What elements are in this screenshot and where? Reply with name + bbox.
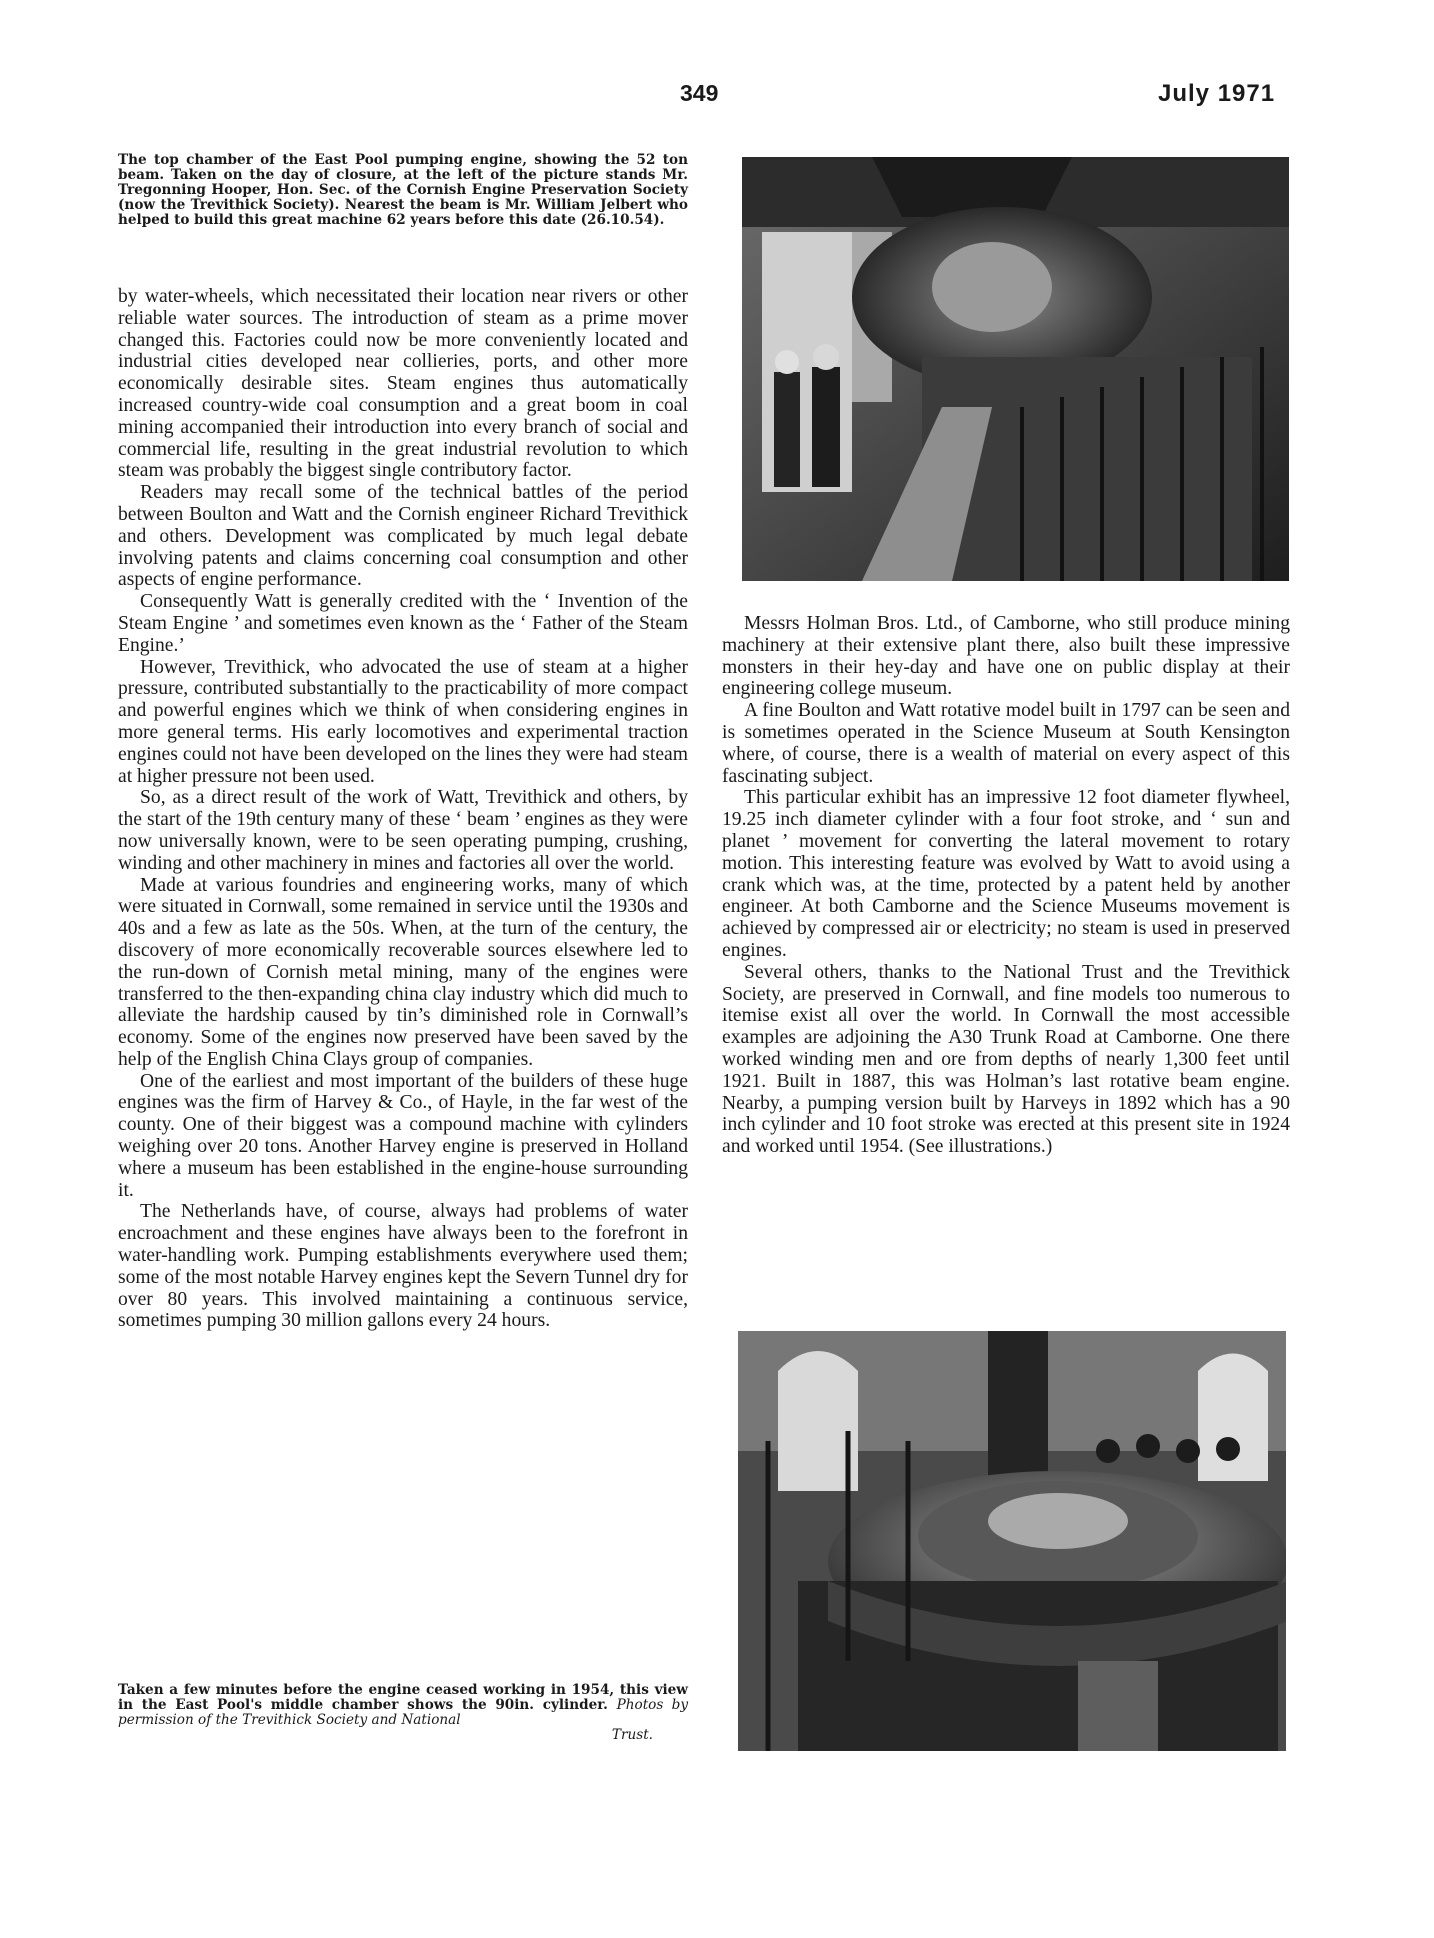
article-column-left bbox=[118, 286, 688, 1332]
paragraph: So, as a direct result of the work of Watt, Trevithick and others, by the start of the 19th century many of these ‘ beam ’ engines as they were now universally known, were to be seen operating pumping, crushing, winding and other machinery in mines and factories all over the world. bbox=[118, 787, 688, 874]
caption-text: Taken a few minutes before the engine ceased working in 1954, this view in the East Pool's middle chamber shows the 90in. cylinder. bbox=[118, 1682, 688, 1713]
paragraph: A fine Boulton and Watt rotative model built in 1797 can be seen and is sometimes operated in the Science Museum at South Kensington where, of course, there is a wealth of material on every aspect of this fascinating subject. bbox=[722, 700, 1290, 787]
paragraph: The Netherlands have, of course, always had problems of water encroachment and these engines have always been to the forefront in water-handling work. Pumping establishments everywhere used them; some of the most notable Harvey engines kept the Severn Tunnel dry for over 80 years. This involved maintaining a continuous service, sometimes pumping 30 million gallons every 24 hours. bbox=[118, 1201, 688, 1332]
paragraph: One of the earliest and most important of the builders of these huge engines was the firm of Harvey & Co., of Hayle, in the far west of the county. One of their biggest was a compound machine with cylinders weighing over 20 tons. Another Harvey engine is preserved in Holland where a museum has been established in the engine-house surrounding it. bbox=[118, 1070, 688, 1201]
paragraph: This particular exhibit has an impressive 12 foot diameter flywheel, 19.25 inch diameter cylinder with a four foot stroke, and ‘ sun and planet ’ movement for converting the lateral movement to rotary motion. This interesting feature was evolved by Watt to avoid using a crank which was, at the time, protected by a patent held by another engineer. At both Camborne and the Science Museums movement is achieved by compressed air or electricity; no steam is used in preserved engines. bbox=[722, 787, 1290, 961]
issue-date: July 1971 bbox=[1158, 80, 1276, 107]
page-number: 349 bbox=[680, 80, 719, 106]
paragraph: Readers may recall some of the technical battles of the period between Boulton and Watt and the Cornish engineer Richard Trevithick and others. Development was complicated by much legal debate involving patents and claims concerning coal consumption and other aspects of engine performance. bbox=[118, 482, 688, 591]
photo-caption-top: The top chamber of the East Pool pumping engine, showing the 52 ton beam. Taken on the day of closure, at the left of the picture stands Mr. Tregonning Hooper, Hon. Sec. of the Cornish Engine Preservation Society (now the Trevithick Society). Nearest the beam is Mr. William Jelbert who helped to build this great machine 62 years before this date (26.10.54). bbox=[118, 152, 688, 228]
paragraph: Messrs Holman Bros. Ltd., of Camborne, who still produce mining machinery at their extensive plant there, also built these impressive monsters in their hey-day and have one on public display at their engineering college museum. bbox=[722, 613, 1290, 700]
paragraph: Consequently Watt is generally credited with the ‘ Invention of the Steam Engine ’ and sometimes even known as the ‘ Father of the Steam Engine.’ bbox=[118, 591, 688, 656]
article-column-right bbox=[722, 613, 1290, 1158]
photo-caption-bottom bbox=[118, 1683, 688, 1743]
paragraph: Made at various foundries and engineering works, many of which were situated in Cornwall, some remained in service until the 1930s and 40s and a few as late as the 50s. When, at the turn of the century, the discovery of more economically recoverable sources elsewhere led to the run-down of Cornish metal mining, many of the engines were transferred to the then-expanding china clay industry which did much to alleviate the hardship caused by tin’s diminished role in Cornwall’s economy. Some of the engines now preserved have been saved by the help of the English China Clays group of companies. bbox=[118, 874, 688, 1070]
photo-engine-cylinder-middle-chamber bbox=[738, 1331, 1286, 1751]
photo-credit: Photos by permission of the Trevithick Society and National bbox=[118, 1697, 689, 1728]
photo-credit-end: Trust. bbox=[611, 1727, 653, 1743]
photo-engine-beam-graphic bbox=[742, 157, 1289, 581]
photo-engine-beam-top-chamber bbox=[742, 157, 1289, 581]
paragraph: However, Trevithick, who advocated the use of steam at a higher pressure, contributed substantially to the practicability of more compact and powerful engines which we think of when considering engines in more general terms. His early locomotives and experimental traction engines could not have been developed on the lines they were had steam at higher pressure not been used. bbox=[118, 656, 688, 787]
paragraph: Several others, thanks to the National Trust and the Trevithick Society, are preserved in Cornwall, and fine models too numerous to itemise exist all over the world. In Cornwall the most accessible examples are adjoining the A30 Trunk Road at Camborne. One there worked winding men and ore from depths of nearly 1,300 feet until 1921. Built in 1887, this was Holman’s last rotative beam engine. Nearby, a pumping version built by Harveys in 1892 which has a 90 inch cylinder and 10 foot stroke was erected at this present site in 1924 and worked until 1954. (See illustrations.) bbox=[722, 961, 1290, 1158]
photo-engine-cylinder-graphic bbox=[738, 1331, 1286, 1751]
paragraph: by water-wheels, which necessitated their location near rivers or other reliable water sources. The introduction of steam as a prime mover changed this. Factories could now be more conveniently located and industrial cities developed near collieries, ports, and other more economically desirable sites. Steam engines thus automatically increased country-wide coal consumption and a great boom in coal mining accompanied their introduction into every branch of social and commercial life, resulting in the great industrial revolution to which steam was probably the biggest single contributory factor. bbox=[118, 286, 688, 482]
